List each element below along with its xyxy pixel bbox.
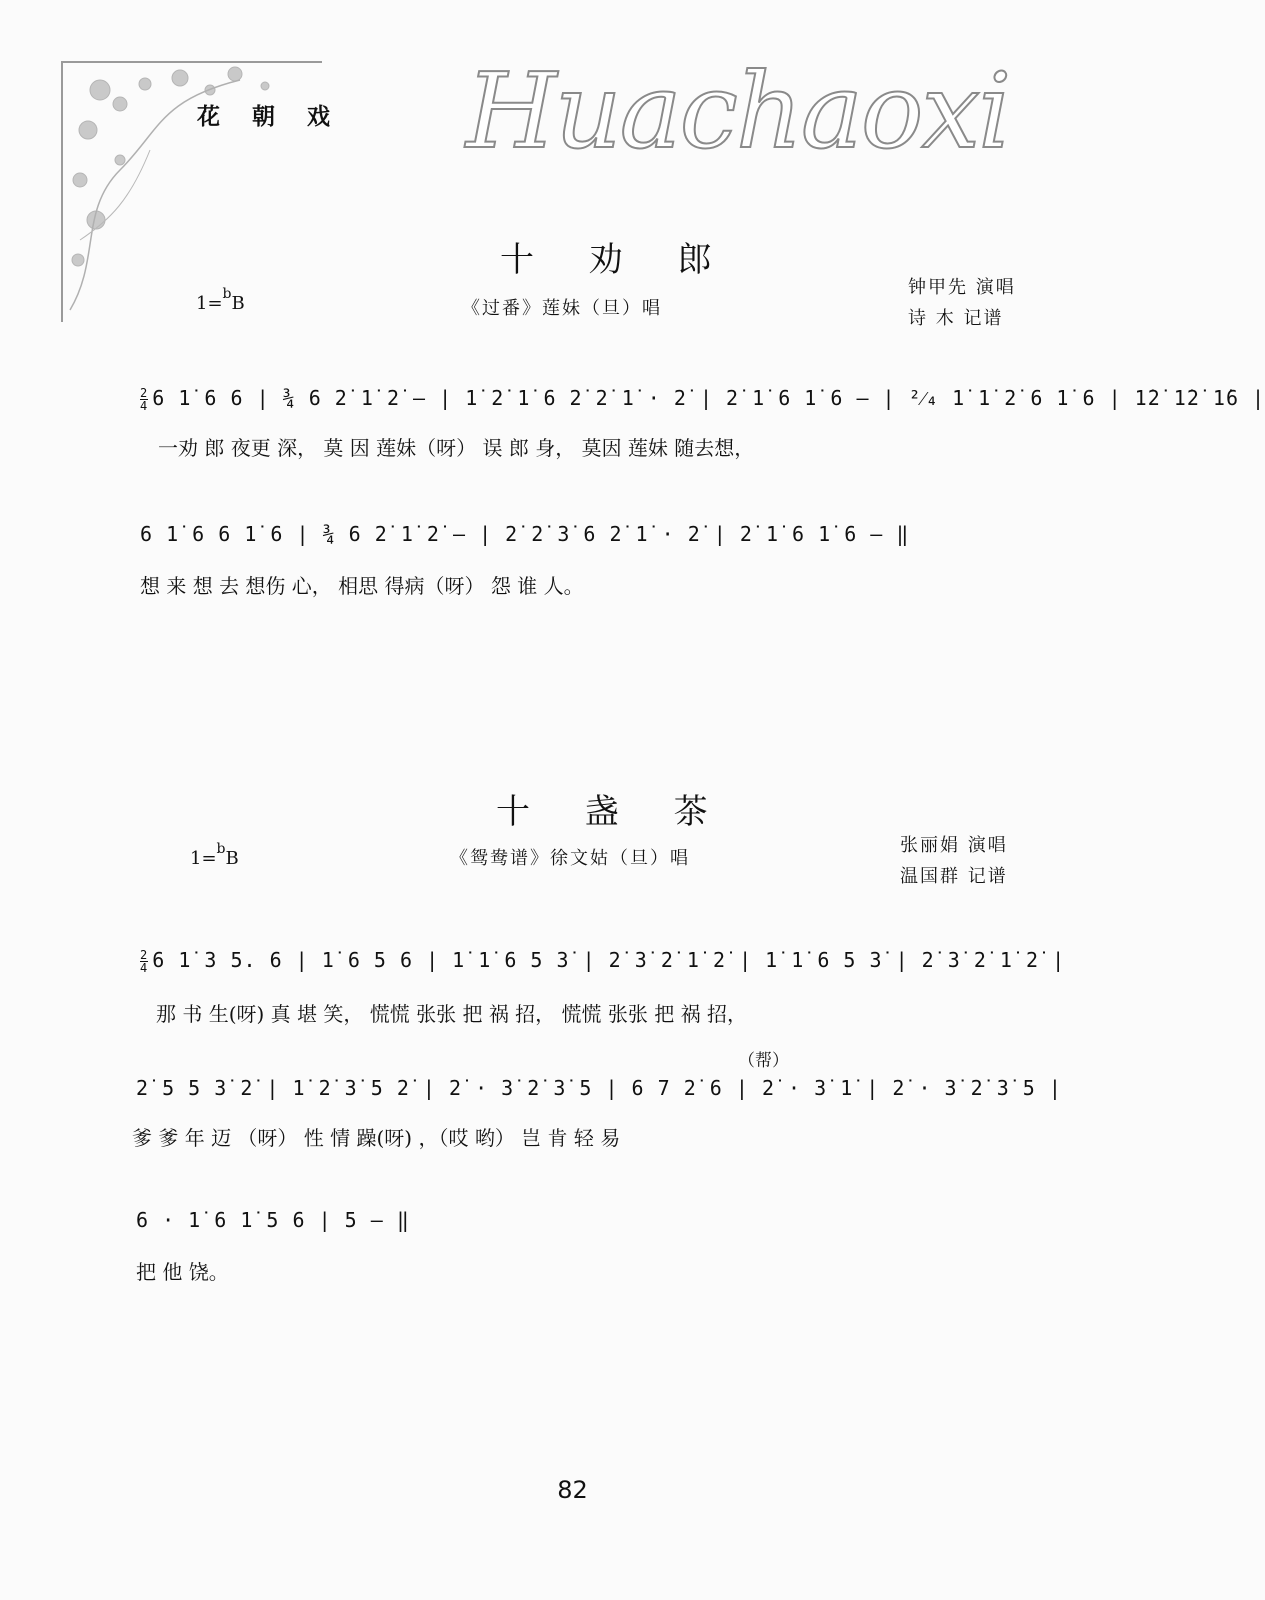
key-signature: [196, 286, 245, 314]
performer: 张丽娟 演唱: [900, 835, 1008, 856]
lyrics-line: 一劝 郎 夜更 深， 莫 因 莲妹（呀） 误 郎 身， 莫因 莲妹 随去想，: [158, 436, 755, 460]
notator: 诗 木 记谱: [908, 308, 1004, 329]
lyrics-line: 那 书 生(呀) 真 堪 笑， 慌慌 张张 把 祸 招， 慌慌 张张 把 祸 招，: [156, 1002, 747, 1026]
lyrics-line: 爹 爹 年 迈 （呀） 性 情 躁(呀) ，（哎 哟） 岂 肯 轻 易: [132, 1126, 621, 1150]
performer: 钟甲先 演唱: [908, 277, 1016, 298]
page-number: 82: [557, 1476, 588, 1504]
notation-line: 6 · 1̇ 6 1̇ 5 6 | 5 — ‖: [136, 1208, 410, 1232]
notation-line: 2̇ 5 5 3̇ 2̇ | 1̇ 2̇ 3̇ 5 2̇ | 2̇ · 3̇ 2̇ 3̇ 5 | 6 7 2̇ 6 | 2̇ · 3̇ 1̇ | 2̇ · 3̇ 2̇ 3̇ 5 |: [136, 1076, 1062, 1100]
key-prefix: 1=: [196, 293, 223, 314]
key-signature: [190, 841, 239, 869]
lyrics-line: 把 他 饶。: [136, 1260, 229, 1284]
song-title: 十 盏 茶: [496, 792, 730, 832]
lyrics-line: 想 来 想 去 想伤 心， 相思 得病（呀） 怨 谁 人。: [140, 574, 584, 598]
notator: 温国群 记谱: [900, 866, 1008, 887]
key-note: B: [231, 293, 245, 314]
script-title: Huachaoxi: [466, 50, 1010, 172]
annotation: （帮）: [738, 1051, 789, 1071]
key-note: B: [225, 848, 239, 869]
key-prefix: 1=: [190, 848, 217, 869]
flat-sign: b: [222, 286, 232, 302]
song-title: 十 劝 郎: [500, 240, 734, 280]
notation-line: [140, 386, 1265, 412]
header-label: 花 朝 戏: [197, 104, 343, 130]
credits: [908, 272, 1016, 334]
time-signature: $\frac{2}{4}$: [140, 386, 149, 413]
notes: 6 1̇ 6 6 | ¾ 6 2̇ 1̇ 2̇ — | 1̇ 2̇ 1̇ 6 2̇ 2̇ 1̇ · 2̇ | 2̇ 1̇ 6 1̇ 6 — | ²⁄₄ 1̇ 1̇ 2̇ 6 1̇ 6 | 1̇2̇ 1̇2̇ 1̇6 |: [152, 386, 1265, 410]
notation-line: 6 1̇ 6 6 1̇ 6 | ¾ 6 2̇ 1̇ 2̇ — | 2̇ 2̇ 3̇ 6 2̇ 1̇ · 2̇ | 2̇ 1̇ 6 1̇ 6 — ‖: [140, 522, 910, 546]
notes: 6 1̇ 3 5. 6 | 1̇ 6 5 6 | 1̇ 1̇ 6 5 3̇ | 2̇ 3̇ 2̇ 1̇ 2̇ | 1̇ 1̇ 6 5 3̇ | 2̇ 3̇ 2̇ 1̇ 2̇ |: [152, 948, 1066, 972]
credits: [900, 830, 1008, 892]
notation-line: [140, 948, 1065, 974]
song-subtitle: 《鸳鸯谱》徐文姑（旦）唱: [450, 848, 690, 869]
flat-sign: b: [216, 841, 226, 857]
time-signature: $\frac{2}{4}$: [140, 948, 149, 975]
song-subtitle: 《过番》莲妹（旦）唱: [462, 298, 662, 319]
